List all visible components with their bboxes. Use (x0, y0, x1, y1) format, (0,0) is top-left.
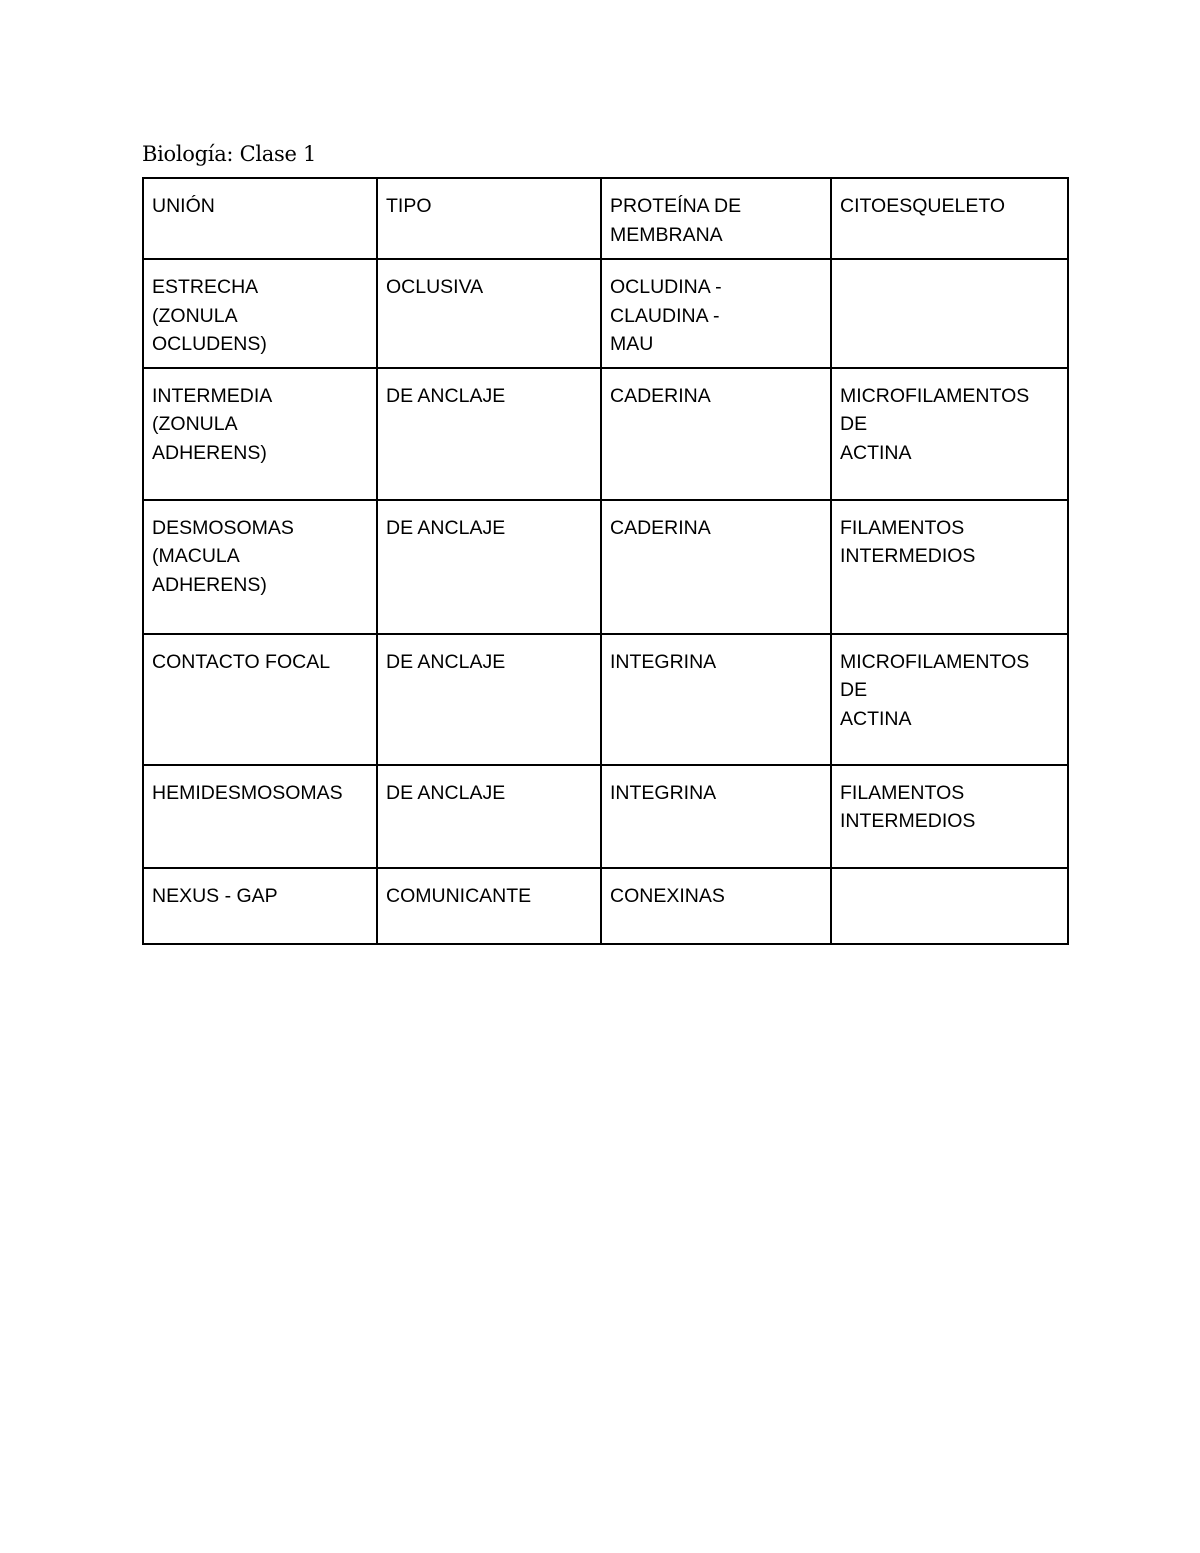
table-cell: DE ANCLAJE (377, 634, 601, 765)
table-cell: MICROFILAMENTOS DE ACTINA (831, 634, 1068, 765)
header-proteina: PROTEÍNA DE MEMBRANA (601, 178, 831, 259)
table-cell (831, 868, 1068, 944)
table-cell: INTEGRINA (601, 634, 831, 765)
table-header-row (143, 178, 1068, 259)
table-cell: INTEGRINA (601, 765, 831, 868)
header-tipo: TIPO (377, 178, 601, 259)
table-cell: CADERINA (601, 368, 831, 500)
table-cell: HEMIDESMOSOMAS (143, 765, 377, 868)
table-cell: CADERINA (601, 500, 831, 634)
table-row (143, 368, 1068, 500)
table-cell: DESMOSOMAS (MACULA ADHERENS) (143, 500, 377, 634)
table-cell: CONEXINAS (601, 868, 831, 944)
table-row (143, 259, 1068, 368)
table-cell: OCLUSIVA (377, 259, 601, 368)
table-cell: DE ANCLAJE (377, 765, 601, 868)
table-row (143, 500, 1068, 634)
table-cell: DE ANCLAJE (377, 368, 601, 500)
table-row (143, 868, 1068, 944)
table-cell: INTERMEDIA (ZONULA ADHERENS) (143, 368, 377, 500)
table-row (143, 634, 1068, 765)
document-title: Biología: Clase 1 (142, 142, 317, 166)
table-cell: FILAMENTOS INTERMEDIOS (831, 500, 1068, 634)
table-cell: FILAMENTOS INTERMEDIOS (831, 765, 1068, 868)
header-union: UNIÓN (143, 178, 377, 259)
table-cell: ESTRECHA (ZONULA OCLUDENS) (143, 259, 377, 368)
table-cell: OCLUDINA - CLAUDINA - MAU (601, 259, 831, 368)
table-cell: NEXUS - GAP (143, 868, 377, 944)
table-cell (831, 259, 1068, 368)
table-cell: MICROFILAMENTOS DE ACTINA (831, 368, 1068, 500)
junctions-table (142, 177, 1069, 945)
table-cell: COMUNICANTE (377, 868, 601, 944)
header-citoesqueleto: CITOESQUELETO (831, 178, 1068, 259)
table-cell: CONTACTO FOCAL (143, 634, 377, 765)
table-cell: DE ANCLAJE (377, 500, 601, 634)
table-row (143, 765, 1068, 868)
